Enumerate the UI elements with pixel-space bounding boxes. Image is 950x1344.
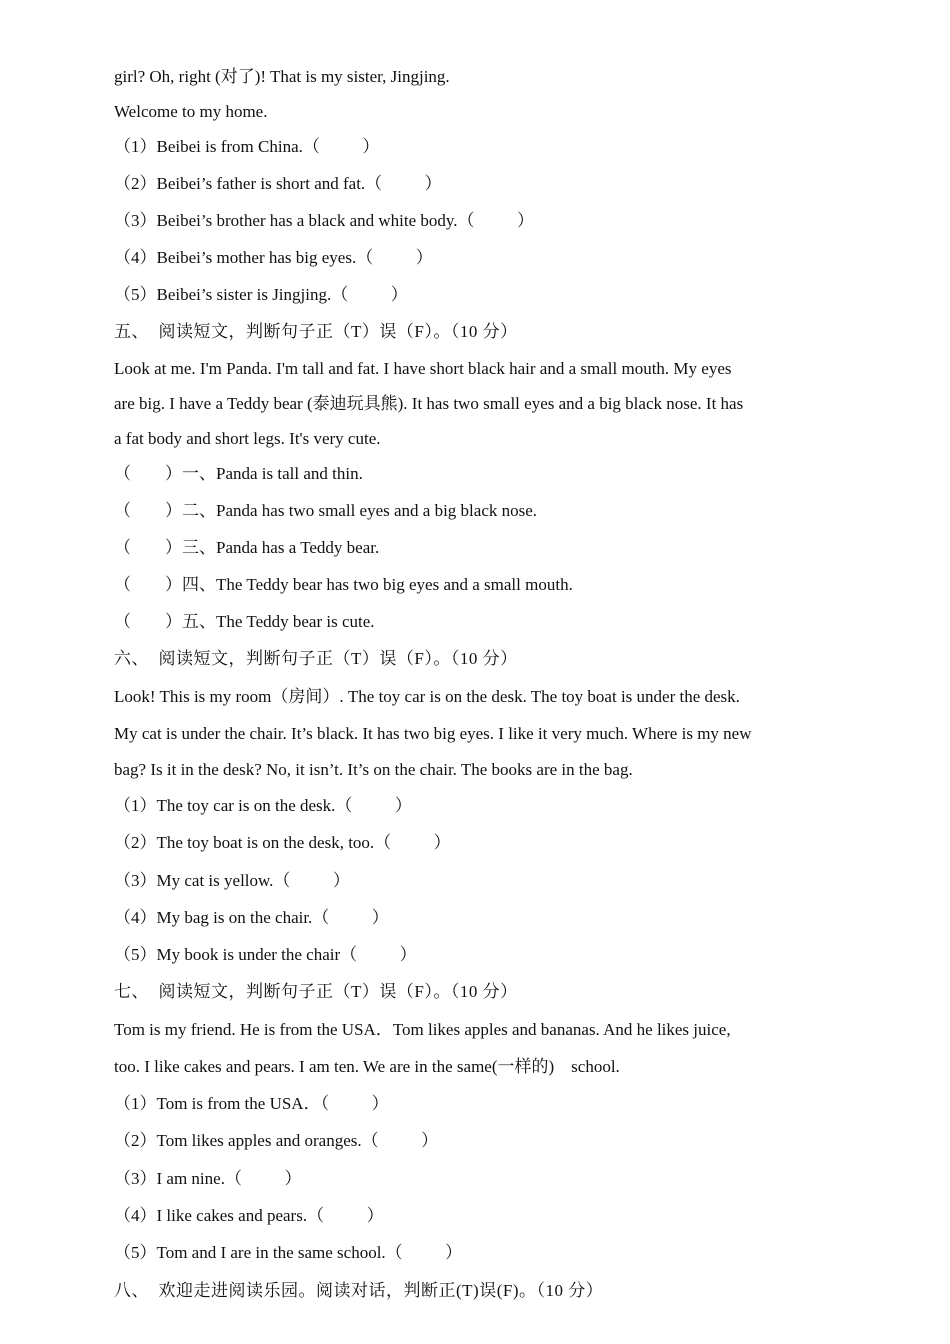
question-item: （3）My cat is yellow.（ ）: [114, 871, 350, 890]
text-line: girl? Oh, right (对了)! That is my sister, Jingjing.: [114, 67, 450, 86]
question-item: （4）Beibei’s mother has big eyes.（ ）: [114, 248, 433, 267]
question-item: （5）Tom and I are in the same school.（ ）: [114, 1243, 463, 1262]
question-item: （2）The toy boat is on the desk, too.（ ）: [114, 833, 451, 852]
passage-line: My cat is under the chair. It’s black. It has two big eyes. I like it very much. Where is my new: [114, 724, 752, 743]
passage-line: too. I like cakes and pears. I am ten. We are in the same(一样的) school.: [114, 1057, 620, 1076]
section-heading: 五、 阅读短文，判断句子正（T）误（F）。（10 分）: [114, 322, 518, 341]
passage-line: Look! This is my room（房间）. The toy car is on the desk. The toy boat is under the desk.: [114, 687, 740, 706]
question-item: （ ）一、Panda is tall and thin.: [114, 464, 363, 483]
question-item: （ ）四、The Teddy bear has two big eyes and a small mouth.: [114, 575, 573, 594]
section-heading: 八、 欢迎走进阅读乐园。阅读对话，判断正(T)误(F)。（10 分）: [114, 1281, 604, 1300]
question-item: （ ）五、The Teddy bear is cute.: [114, 612, 375, 631]
question-item: （ ）二、Panda has two small eyes and a big black nose.: [114, 501, 538, 520]
section-heading: 七、 阅读短文，判断句子正（T）误（F）。（10 分）: [114, 982, 518, 1001]
question-item: （3）I am nine.（ ）: [114, 1169, 302, 1188]
section-heading: 六、 阅读短文，判断句子正（T）误（F）。（10 分）: [114, 649, 518, 668]
passage-line: a fat body and short legs. It's very cute.: [114, 429, 381, 448]
question-item: （2）Beibei’s father is short and fat.（ ）: [114, 174, 442, 193]
passage-line: Look at me. I'm Panda. I'm tall and fat. I have short black hair and a small mouth. My eyes: [114, 359, 732, 378]
question-item: （3）Beibei’s brother has a black and white body.（ ）: [114, 211, 535, 230]
passage-line: bag? Is it in the desk? No, it isn’t. It’s on the chair. The books are in the bag.: [114, 760, 633, 779]
passage-line: Tom is my friend. He is from the USA．Tom likes apples and bananas. And he likes juice,: [114, 1020, 731, 1039]
question-item: （1）Tom is from the USA．（ ）: [114, 1094, 389, 1113]
question-item: （5）Beibei’s sister is Jingjing.（ ）: [114, 285, 408, 304]
question-item: （1）The toy car is on the desk.（ ）: [114, 796, 412, 815]
passage-line: are big. I have a Teddy bear (泰迪玩具熊). It has two small eyes and a big black nose. It has: [114, 394, 744, 413]
question-item: （5）My book is under the chair（ ）: [114, 945, 417, 964]
text-line: Welcome to my home.: [114, 102, 268, 121]
question-item: （ ）三、Panda has a Teddy bear.: [114, 538, 380, 557]
question-item: （4）My bag is on the chair.（ ）: [114, 908, 389, 927]
question-item: （1）Beibei is from China.（ ）: [114, 137, 380, 156]
question-item: （4）I like cakes and pears.（ ）: [114, 1206, 384, 1225]
question-item: （2）Tom likes apples and oranges.（ ）: [114, 1131, 439, 1150]
